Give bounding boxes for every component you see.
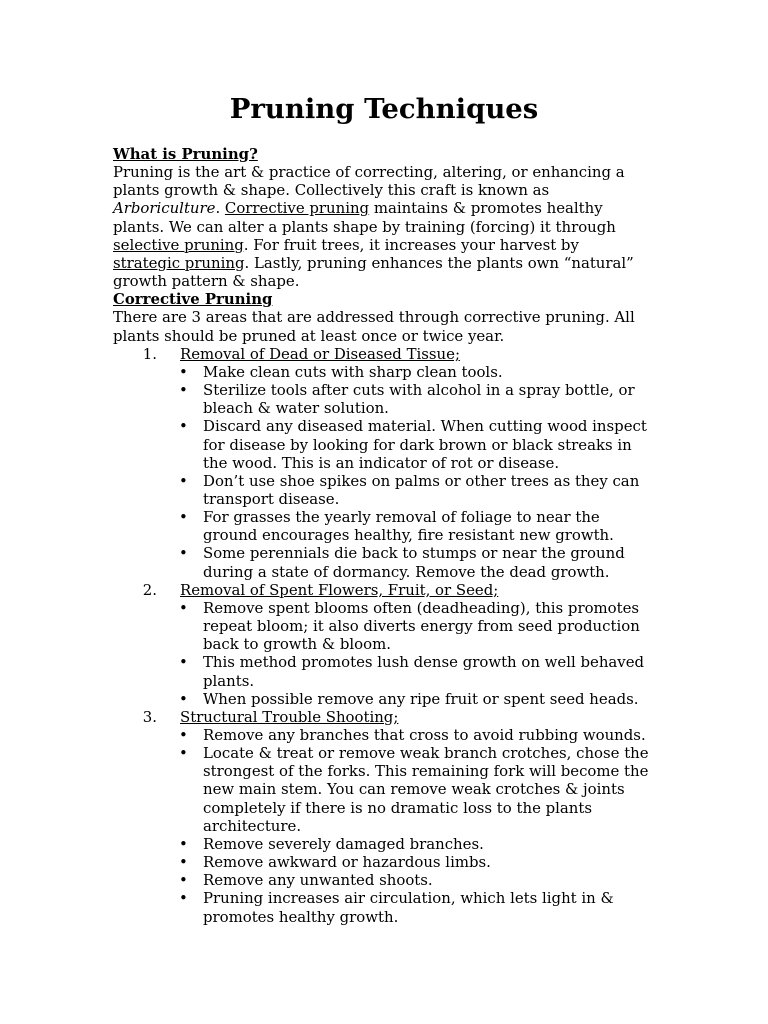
bullet-item [113, 417, 673, 471]
bullet-text-line: Remove any unwanted shoots. [203, 871, 433, 890]
bullet-icon: • [179, 726, 188, 744]
numbered-list [113, 345, 673, 926]
bullet-icon: • [179, 362, 188, 381]
bullet-text-line: bleach & water solution. [203, 399, 389, 418]
text-fragment: . Lastly, pruning enhances the plants own “natural” [244, 253, 634, 272]
list-number: 2. [142, 580, 157, 599]
bullet-text-line: Sterilize tools after cuts with alcohol in a spray bottle, or [203, 381, 635, 400]
bullet-text-line: ground encourages healthy, fire resistant new growth. [203, 526, 614, 545]
bullet-icon: • [179, 471, 188, 490]
bullet-icon: • [179, 653, 188, 672]
term-corrective-pruning: Corrective pruning [224, 199, 370, 218]
bullet-icon: • [179, 889, 188, 908]
bullet-item [113, 835, 673, 853]
bullet-text-line: architecture. [203, 816, 302, 835]
term-selective-pruning: selective pruning [113, 235, 244, 254]
paragraph-line [113, 199, 673, 217]
bullet-icon: • [179, 689, 188, 708]
bullet-text-line: completely if there is no dramatic loss to the plants [203, 798, 592, 817]
list-number: 3. [142, 707, 157, 726]
list-item-label: Removal of Spent Flowers, Fruit, or Seed; [180, 580, 499, 599]
bullet-item [113, 726, 673, 744]
paragraph-line [113, 236, 673, 254]
numbered-list-item [113, 345, 673, 363]
bullet-item [113, 599, 673, 653]
bullet-icon: • [179, 834, 188, 853]
bullet-text-line: Discard any diseased material. When cutting wood inspect [203, 417, 647, 436]
bullet-text-line: new main stem. You can remove weak crotches & joints [203, 780, 625, 799]
bullet-text-line: When possible remove any ripe fruit or spent seed heads. [203, 689, 639, 708]
text-fragment: . [215, 199, 225, 218]
bullet-item [113, 363, 673, 381]
bullet-text-line: Some perennials die back to stumps or near the ground [203, 544, 625, 563]
section-heading-what-is-pruning: What is Pruning? [113, 145, 258, 163]
text-fragment: maintains & promotes healthy [369, 199, 603, 218]
bullet-item [113, 853, 673, 871]
bullet-text-line: Locate & treat or remove weak branch crotches, chose the [203, 744, 649, 763]
bullet-text-line: Remove any branches that cross to avoid rubbing wounds. [203, 726, 646, 744]
bullet-text-line: during a state of dormancy. Remove the dead growth. [203, 562, 610, 581]
paragraph-line: growth pattern & shape. [113, 272, 300, 291]
bullet-icon: • [179, 853, 188, 872]
text-fragment: . For fruit trees, it increases your harvest by [243, 235, 579, 254]
paragraph-line [113, 254, 673, 272]
term-arboriculture: Arboriculture [113, 199, 216, 218]
bullet-icon: • [179, 598, 188, 617]
paragraph-line: plants should be pruned at least once or twice year. [113, 326, 505, 345]
document-body [113, 145, 673, 926]
paragraph-line: There are 3 areas that are addressed through corrective pruning. All [113, 308, 635, 327]
list-item-label: Removal of Dead or Diseased Tissue; [180, 344, 460, 363]
bullet-item [113, 889, 673, 925]
list-number: 1. [142, 344, 157, 363]
section-heading-corrective-pruning: Corrective Pruning [113, 290, 273, 309]
bullet-item [113, 508, 673, 544]
term-strategic-pruning: strategic pruning [113, 253, 245, 272]
bullet-text-line: back to growth & bloom. [203, 635, 391, 654]
numbered-list-item [113, 708, 673, 726]
bullet-text-line: Remove severely damaged branches. [203, 834, 484, 853]
bullet-icon: • [179, 871, 188, 890]
bullet-item [113, 381, 673, 417]
bullet-text-line: promotes healthy growth. [203, 907, 399, 926]
bullet-text-line: Make clean cuts with sharp clean tools. [203, 362, 503, 381]
bullet-icon: • [179, 544, 188, 563]
bullet-item [113, 871, 673, 889]
paragraph-line: plants growth & shape. Collectively this craft is known as [113, 181, 550, 200]
bullet-text-line: repeat bloom; it also diverts energy from seed production [203, 617, 640, 636]
bullet-text-line: Remove awkward or hazardous limbs. [203, 853, 491, 872]
bullet-item [113, 690, 673, 708]
bullet-icon: • [179, 381, 188, 400]
list-item-label: Structural Trouble Shooting; [180, 707, 399, 726]
bullet-item [113, 744, 673, 835]
bullet-icon: • [179, 744, 188, 763]
bullet-text-line: the wood. This is an indicator of rot or disease. [203, 453, 560, 472]
bullet-text-line: For grasses the yearly removal of foliage to near the [203, 508, 600, 527]
bullet-text-line: transport disease. [203, 489, 340, 508]
bullet-text-line: Don’t use shoe spikes on palms or other trees as they can [203, 471, 640, 490]
bullet-text-line: for disease by looking for dark brown or black streaks in [203, 435, 632, 454]
numbered-list-item [113, 581, 673, 599]
bullet-item [113, 653, 673, 689]
bullet-text-line: This method promotes lush dense growth on well behaved [203, 653, 645, 672]
bullet-text-line: plants. [203, 671, 255, 690]
bullet-item [113, 472, 673, 508]
bullet-item [113, 544, 673, 580]
bullet-icon: • [179, 417, 188, 436]
paragraph-line: plants. We can alter a plants shape by training (forcing) it through [113, 217, 616, 236]
paragraph-line: Pruning is the art & practice of correcting, altering, or enhancing a [113, 163, 625, 182]
bullet-text-line: Pruning increases air circulation, which lets light in & [203, 889, 614, 908]
page-title: Pruning Techniques [229, 93, 539, 125]
bullet-text-line: Remove spent blooms often (deadheading), this promotes [203, 598, 640, 617]
bullet-icon: • [179, 508, 188, 527]
bullet-text-line: strongest of the forks. This remaining fork will become the [203, 762, 649, 781]
